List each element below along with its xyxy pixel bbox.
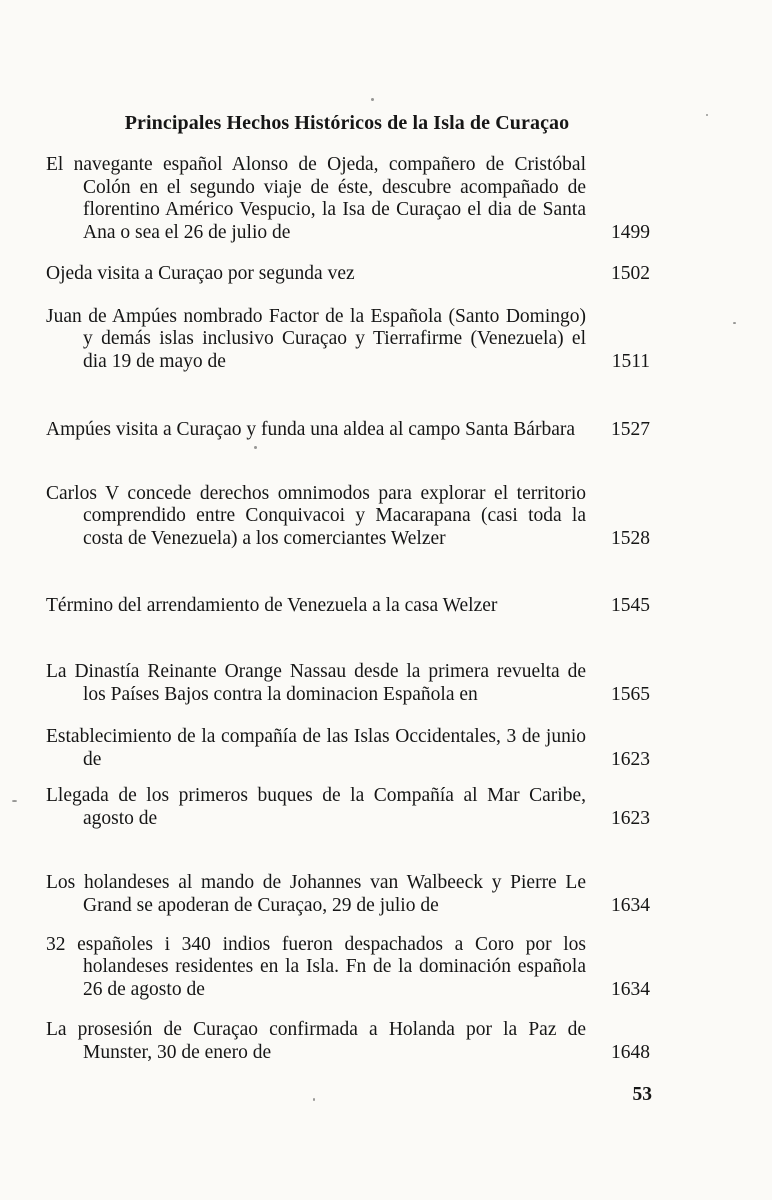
paper-speck (254, 446, 257, 449)
entry-text: 32 españoles i 340 indios fueron despachados a Coro por los holandeses residentes en la Isla. Fn de la dominación española 26 de agosto de (46, 933, 586, 1000)
entry-year: 1565 (611, 683, 650, 705)
entry-year: 1623 (611, 748, 650, 770)
entry-text: Ampúes visita a Curaçao y funda una aldea al campo Santa Bárbara (46, 418, 576, 440)
entry-year: 1499 (611, 221, 650, 243)
entry-text: Establecimiento de la compañía de las Islas Occidentales, 3 de junio de (46, 726, 586, 770)
entry-year: 1528 (611, 527, 650, 549)
entry-year: 1634 (611, 894, 650, 916)
paper-speck (371, 98, 374, 101)
entry-4 (46, 321, 650, 441)
entry-year: 1634 (611, 978, 650, 1000)
paper-speck (706, 114, 708, 116)
entry-text: Término del arrendamiento de Venezuela a la casa Welzer (46, 594, 498, 616)
entry-year: 1545 (611, 594, 650, 616)
entry-year: 1527 (611, 418, 650, 440)
entry-year: 1648 (611, 1041, 650, 1063)
entry-12 (46, 944, 650, 1064)
entry-year: 1511 (611, 350, 650, 372)
entry-text: La Dinastía Reinante Orange Nassau desde la primera revuelta de los Países Bajos contra la dominacion Española en (46, 661, 586, 705)
paper-speck (12, 800, 17, 802)
entry-text: El navegante español Alonso de Ojeda, compañero de Cristóbal Colón en el segundo viaje de éste, descubre acompañado de florentino Américo Vespucio, la Isa de Curaçao el dia de Santa Ana o sea el 26 de julio de (46, 154, 586, 243)
entry-year: 1623 (611, 807, 650, 829)
entry-text: Carlos V concede derechos omnimodos para explorar el territorio comprendido entre Conquivacoi y Macarapana (casi toda la costa de Venezuela) a los comerciantes Welzer (46, 482, 586, 549)
paper-speck (733, 322, 736, 324)
paper-speck (313, 1098, 315, 1101)
page-title: Principales Hechos Históricos de la Isla de Curaçao (124, 112, 570, 134)
page-number: 53 (632, 1084, 652, 1105)
entry-text: Juan de Ampúes nombrado Factor de la Española (Santo Domingo) y demás islas inclusivo Curaçao y Tierrafirme (Venezuela) el dia 19 de mayo de (46, 305, 586, 372)
entry-text: La prosesión de Curaçao confirmada a Holanda por la Paz de Munster, 30 de enero de (46, 1019, 586, 1063)
entry-text: Ojeda visita a Curaçao por segunda vez (46, 262, 355, 284)
entry-text: Llegada de los primeros buques de la Compañía al Mar Caribe, agosto de (46, 785, 586, 829)
entry-text: Los holandeses al mando de Johannes van Walbeeck y Pierre Le Grand se apoderan de Curaçao, 29 de julio de (46, 872, 586, 916)
entry-year: 1502 (611, 262, 650, 284)
